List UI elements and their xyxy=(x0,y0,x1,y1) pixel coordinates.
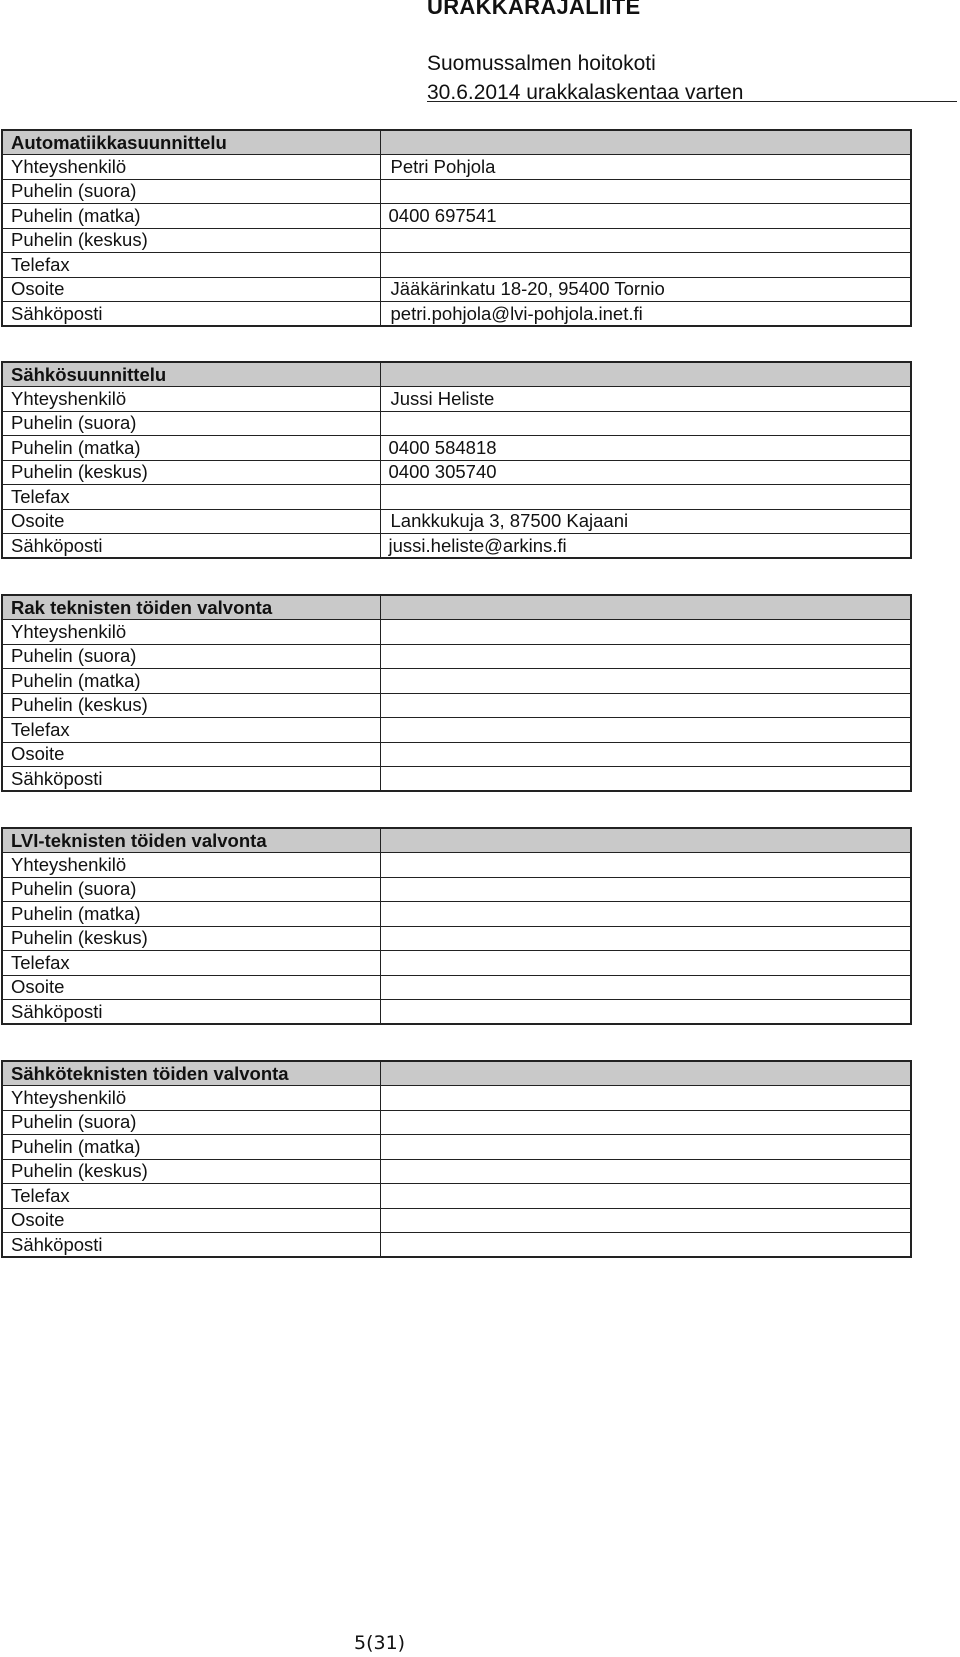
section-title: Automatiikkasuunnittelu xyxy=(2,130,380,155)
section-header-empty xyxy=(380,828,911,853)
table-row xyxy=(2,853,911,878)
row-value: 0400 584818 xyxy=(380,436,911,461)
section-title: LVI-teknisten töiden valvonta xyxy=(2,828,380,853)
row-label: Sähköposti xyxy=(2,534,380,559)
row-value: Jääkärinkatu 18-20, 95400 Tornio xyxy=(380,277,911,302)
row-label: Puhelin (suora) xyxy=(2,411,380,436)
table-row xyxy=(2,951,911,976)
section-header-empty xyxy=(380,362,911,387)
row-label: Sähköposti xyxy=(2,302,380,327)
contact-table-sahko-valvonta xyxy=(1,1060,912,1258)
table-row xyxy=(2,253,911,278)
row-value xyxy=(380,767,911,792)
row-value xyxy=(380,228,911,253)
table-row xyxy=(2,926,911,951)
row-label: Puhelin (matka) xyxy=(2,1135,380,1160)
row-value xyxy=(380,1000,911,1025)
section-header-row xyxy=(2,595,911,620)
table-row xyxy=(2,644,911,669)
table-row xyxy=(2,436,911,461)
section-title: Rak teknisten töiden valvonta xyxy=(2,595,380,620)
section-header-empty xyxy=(380,130,911,155)
page-number: 5(31) xyxy=(354,1632,406,1654)
row-value xyxy=(380,693,911,718)
row-label: Telefax xyxy=(2,951,380,976)
header-underline xyxy=(427,101,957,102)
row-label: Yhteyshenkilö xyxy=(2,1086,380,1111)
row-label: Telefax xyxy=(2,253,380,278)
table-row xyxy=(2,742,911,767)
row-label: Yhteyshenkilö xyxy=(2,387,380,412)
project-name: Suomussalmen hoitokoti xyxy=(427,52,656,75)
row-value xyxy=(380,179,911,204)
contact-table-sahkosuunnittelu xyxy=(1,361,912,559)
table-row xyxy=(2,460,911,485)
row-label: Telefax xyxy=(2,485,380,510)
table-row xyxy=(2,669,911,694)
section-header-empty xyxy=(380,595,911,620)
row-value: Petri Pohjola xyxy=(380,155,911,180)
row-value xyxy=(380,669,911,694)
row-label: Sähköposti xyxy=(2,1000,380,1025)
row-label: Osoite xyxy=(2,742,380,767)
row-label: Puhelin (matka) xyxy=(2,204,380,229)
row-value xyxy=(380,926,911,951)
row-value xyxy=(380,644,911,669)
row-label: Osoite xyxy=(2,1208,380,1233)
row-label: Osoite xyxy=(2,975,380,1000)
row-label: Puhelin (matka) xyxy=(2,902,380,927)
table-row xyxy=(2,1086,911,1111)
table-row xyxy=(2,1208,911,1233)
row-value: jussi.heliste@arkins.fi xyxy=(380,534,911,559)
table-row xyxy=(2,228,911,253)
table-row xyxy=(2,302,911,327)
section-header-row xyxy=(2,362,911,387)
row-label: Puhelin (matka) xyxy=(2,669,380,694)
row-value xyxy=(380,411,911,436)
table-row xyxy=(2,1000,911,1025)
row-value xyxy=(380,1233,911,1258)
table-row xyxy=(2,1184,911,1209)
row-label: Puhelin (suora) xyxy=(2,644,380,669)
row-value xyxy=(380,877,911,902)
table-row xyxy=(2,387,911,412)
table-row xyxy=(2,877,911,902)
row-label: Puhelin (keskus) xyxy=(2,926,380,951)
row-value xyxy=(380,1184,911,1209)
row-label: Puhelin (suora) xyxy=(2,179,380,204)
row-label: Sähköposti xyxy=(2,767,380,792)
table-row xyxy=(2,411,911,436)
row-value xyxy=(380,1135,911,1160)
row-value xyxy=(380,742,911,767)
row-value xyxy=(380,1086,911,1111)
row-value xyxy=(380,1159,911,1184)
table-row xyxy=(2,975,911,1000)
row-value: Jussi Heliste xyxy=(380,387,911,412)
row-value: 0400 697541 xyxy=(380,204,911,229)
section-header-row xyxy=(2,130,911,155)
contact-table-lvi-valvonta xyxy=(1,827,912,1025)
row-label: Yhteyshenkilö xyxy=(2,155,380,180)
table-row xyxy=(2,718,911,743)
row-label: Telefax xyxy=(2,1184,380,1209)
row-value xyxy=(380,951,911,976)
table-row xyxy=(2,1159,911,1184)
row-label: Puhelin (keskus) xyxy=(2,1159,380,1184)
table-row xyxy=(2,693,911,718)
row-value xyxy=(380,253,911,278)
table-row xyxy=(2,534,911,559)
row-label: Puhelin (suora) xyxy=(2,1110,380,1135)
section-header-row xyxy=(2,1061,911,1086)
row-label: Yhteyshenkilö xyxy=(2,853,380,878)
row-label: Sähköposti xyxy=(2,1233,380,1258)
table-row xyxy=(2,902,911,927)
row-label: Osoite xyxy=(2,277,380,302)
row-label: Puhelin (keskus) xyxy=(2,693,380,718)
table-row xyxy=(2,155,911,180)
contact-table-rak-valvonta xyxy=(1,594,912,792)
section-header-row xyxy=(2,828,911,853)
table-row xyxy=(2,277,911,302)
row-label: Yhteyshenkilö xyxy=(2,620,380,645)
document-header xyxy=(0,0,960,110)
table-row xyxy=(2,485,911,510)
row-value xyxy=(380,975,911,1000)
section-title: Sähköteknisten töiden valvonta xyxy=(2,1061,380,1086)
row-label: Telefax xyxy=(2,718,380,743)
row-label: Puhelin (keskus) xyxy=(2,228,380,253)
table-row xyxy=(2,1233,911,1258)
row-value: petri.pohjola@lvi-pohjola.inet.fi xyxy=(380,302,911,327)
row-value xyxy=(380,485,911,510)
section-header-empty xyxy=(380,1061,911,1086)
table-row xyxy=(2,620,911,645)
row-label: Puhelin (suora) xyxy=(2,877,380,902)
table-row xyxy=(2,1110,911,1135)
row-value: Lankkukuja 3, 87500 Kajaani xyxy=(380,509,911,534)
section-title: Sähkösuunnittelu xyxy=(2,362,380,387)
table-row xyxy=(2,204,911,229)
table-row xyxy=(2,179,911,204)
row-value xyxy=(380,902,911,927)
document-title: URAKKARAJALIITE xyxy=(427,0,641,19)
contact-table-automatiikkasuunnittelu xyxy=(1,129,912,327)
row-value xyxy=(380,1208,911,1233)
row-value: 0400 305740 xyxy=(380,460,911,485)
table-row xyxy=(2,767,911,792)
table-row xyxy=(2,509,911,534)
row-value xyxy=(380,718,911,743)
row-label: Osoite xyxy=(2,509,380,534)
row-value xyxy=(380,1110,911,1135)
project-date: 30.6.2014 urakkalaskentaa varten xyxy=(427,81,744,104)
row-label: Puhelin (keskus) xyxy=(2,460,380,485)
row-label: Puhelin (matka) xyxy=(2,436,380,461)
row-value xyxy=(380,853,911,878)
table-row xyxy=(2,1135,911,1160)
row-value xyxy=(380,620,911,645)
